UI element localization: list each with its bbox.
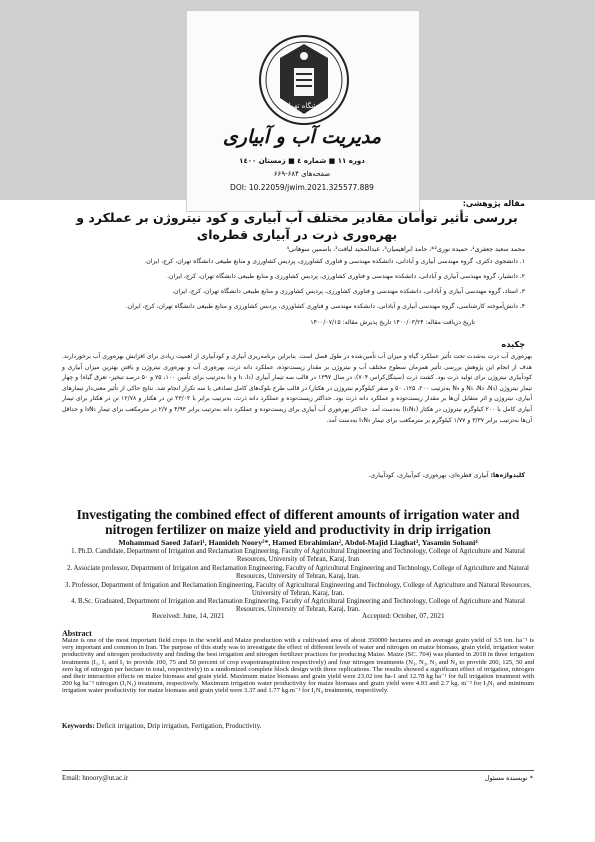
persian-authors: محمد سعید جعفری¹، حمیده نوری²*، حامد ابراهیمیان³، عبدالمجید لیاقت³، یاسمین سوهانی⁴ xyxy=(286,246,525,253)
english-abstract: Maize is one of the most important field crops in the world and Maize production with a cultivated area of about 350000 hectares and an average grain yield of 3.5 ton. ha⁻¹ is very important and common in Iran. The purpose of this study was to investigate the effect of different levels of water and nitrogen on maize biomass, grain yield, irrigation water productivity and nitrogen productivity and finding the best irrigation and nitrogen fertilizer practices for producing Maize. Maize (SC. 704) was planted in 2018 in three irrigation treatments (I₁, I₂ and I₃ to provide 100, 75 and 50 percent of crop evapotranspiration respectively) and four nitrogen treatments (N₁, N₂, N₃ and N₄ to provide 200, 125, 50 and zero kg of nitrogen per hectare in total, respectively) in a randomized complete block design with three replications. The results showed a significant effect of irrigation, nitrogen and their interaction effects on maize biomass and grain yield. Maximum maize biomass and grain yield were 23.02 ton ha-1 and 12.78 kg ha⁻¹ for full irrigation treatment with 200 kg ha⁻¹ nitrogen (I₁N₁) treatment, respectively. Maximum irrigation water productivity for maize biomass and grain yield were 4.93 and 2.7 kg. m⁻³ for I₃N₁ and minimum irrigation water productivity for maize biomass and grain yield were 3.37 and 1.77 kg.m⁻³ for I₁N₄ treatments, respectively. xyxy=(62,637,534,695)
university-logo-icon xyxy=(256,34,352,126)
persian-abstract: بهره‌وری آب ذرت به‌شدت تحت تأثیر عملکرد گیاه و میزان آب تأمین‌شده در طول فصل است. بنابراین برنامه‌ریزی آبیاری و کودآبیاری از اهمیت زیادی برای افزایش بهره‌وری آب برخوردارند. هدف از انجام این پژوهش بررسی تأثیر همزمان سطوح مختلف آب و نیتروژن بر مقدار زیست‌توده، عملکرد دانه ذرت، بهره‌وری آب و بهره‌وری نیتروژن و یافتن بهترین میزان آبیاری و کودآبیاری نیتروژن برای تولید ذرت بود. کشت ذرت (سینگل‌کراس ۷۰۴)، در سال ۱۳۹۷ در قالب سه تیمار آبیاری (I₁ ،I₂ و I₃ به‌ترتیب برای تأمین ۱۰۰، ۷۵ و ۵۰ درصد تبخیر- تعرق گیاه) و چهار تیمار نیتروژن (N₁ ،N₂ ،N₃ و N₄ به‌ترتیب ۲۰۰، ۱۲۵، ۵۰ و صفر کیلوگرم نیتروژن در هکتار) در قالب طرح بلوک‌های کامل تصادفی با سه تکرار انجام شد. نتایج حاکی از تأثیر معنی‌دار تیمارهای آبیاری، نیتروژن و اثر متقابل آن‌ها بر مقدار زیست‌توده و عملکرد دانه ذرت بود. حداکثر زیست‌توده و عملکرد دانه ذرت، به‌ترتیب برابر با ۲۳/۰۲ تن در هکتار و ۱۲/۷۸ تن در هکتار برای تیمار آبیاری کامل با ۲۰۰ کیلوگرم نیتروژن در هکتار (I₁N₁) به‌دست آمد. حداکثر بهره‌وری آب آبیاری برای زیست‌توده و عملکرد دانه به‌ترتیب برابر ۴/۹۳ و ۲/۷ در مترمکعب برای تیمار I₃N₁ و حداقل آن‌ها به‌ترتیب برابر ۳/۳۷ و ۱/۷۷ کیلوگرم بر مترمکعب برای تیمار I₁N₄ به‌دست آمد. xyxy=(62,353,533,424)
persian-keywords-label: کلیدواژه‌ها: xyxy=(490,472,525,479)
persian-title: بررسی تأثیر توأمان مقادیر مختلف آب آبیاری و کود نیتروژن بر عملکرد و بهره‌وری ذرت در آبیاری قطره‌ای xyxy=(76,210,518,242)
english-affiliation xyxy=(62,548,534,564)
issue-line: دوره ۱۱ ■ شماره ٤ ■ زمستان ۱٤۰۰ xyxy=(239,157,365,165)
persian-affiliation: ۱. دانشجوی دکتری، گروه مهندسی آبیاری و آبادانی، دانشکده مهندسی و فناوری کشاورزی، پردیس کشاورزی و منابع طبیعی دانشگاه تهران، کرج، ایران. xyxy=(144,258,525,265)
journal-name: مدیریت آب و آبیاری xyxy=(222,126,382,148)
english-affiliation xyxy=(62,565,534,581)
affiliation-number: 4 xyxy=(71,598,75,605)
affiliation-text: . B.Sc. Graduated, Department of Irrigation and Reclamation Engineering, Faculty of Agricultural Engineering and Technology, College of Agriculture and Natural Resources, University of Tehran, Karaj, Iran. xyxy=(74,598,525,614)
affiliation-text: . Associate professor, Department of Irrigation and Reclamation Engineering, Faculty of Agricultural Engineering and Technology, College of Agriculture and Natural Resources, University of Tehran, Karaj, Iran. xyxy=(70,565,529,581)
persian-keywords-text: آبیاری قطره‌ای، بهره‌وری، کم‌آبیاری، کودآبیاری. xyxy=(368,472,489,479)
affiliation-text: . Professor, Department of Irrigation and Reclamation Engineering, Faculty of Agricultural Engineering and Technology, College of Agriculture and Natural Resources, University of Tehran, Karaj, Iran. xyxy=(68,582,531,598)
logo-text: دانشگاه تهران xyxy=(283,102,325,110)
english-keywords xyxy=(62,722,261,730)
english-affiliation xyxy=(62,582,534,598)
corresponding-author-note: * نویسنده مسئول xyxy=(484,774,533,782)
affiliation-number: 3 xyxy=(65,582,69,589)
affiliation-text: . Ph.D. Candidate, Department of Irrigation and Reclamation Engineering, Faculty of Agricultural Engineering and Technology, College of Agriculture and Natural Resources, University of Tehran, Karaj, Iran xyxy=(74,548,525,564)
persian-abstract-heading: چکیده xyxy=(501,339,525,349)
english-authors: Mohammad Saeed Jafari¹, Hamideh Noory²*, Hamed Ebrahimian², Abdol-Majid Liaghat³, Yasamin Sohani⁴ xyxy=(118,538,478,547)
persian-affiliation: ۲. دانشیار، گروه مهندسی آبیاری و آبادانی، دانشکده مهندسی و فناوری کشاورزی، پردیس کشاورزی و منابع طبیعی دانشگاه تهران، کرج، ایران. xyxy=(167,273,525,280)
corresponding-email[interactable]: Email: hnoory@ut.ac.ir xyxy=(62,774,129,782)
pages-line: صفحه‌های ۶۸۴-۶۶۹ xyxy=(273,170,331,178)
logo-year: ۱۳۱۳ xyxy=(298,60,310,66)
persian-keywords xyxy=(368,472,525,479)
article-type: مقاله پژوهشی: xyxy=(462,199,525,208)
persian-affiliation: ۳. استاد، گروه مهندسی آبیاری و آبادانی، دانشکده مهندسی و فناوری کشاورزی، پردیس کشاورزی و منابع طبیعی دانشگاه تهران، کرج، ایران. xyxy=(172,288,525,295)
persian-affiliation: ۴. دانش‌آموخته کارشناسی، گروه مهندسی آبیاری و آبادانی، دانشکده مهندسی و فناوری کشاورزی، پردیس کشاورزی و منابع طبیعی دانشگاه تهران، کرج، ایران. xyxy=(125,303,525,310)
affiliation-number: 1 xyxy=(71,548,75,555)
received-date: Received: June, 14, 2021 xyxy=(152,612,225,620)
english-title: Investigating the combined effect of different amounts of irrigation water and nitrogen fertilizer on maize yield and productivity in drip irrigation xyxy=(76,507,520,537)
english-keywords-text: Deficit irrigation, Drip irrigation, Fertigation, Productivity. xyxy=(94,722,262,730)
persian-dates: تاریخ دریافت مقاله: ۱۴۰۰/۰۳/۲۴ تاریخ پذیرش مقاله: ۱۴۰۰/۰۷/۱۵ xyxy=(310,319,475,326)
accepted-date: Accepted: October, 07, 2021 xyxy=(362,612,445,620)
english-affiliation xyxy=(62,598,534,614)
english-keywords-label: Keywords: xyxy=(62,722,95,730)
footer-divider xyxy=(62,770,534,771)
english-abstract-heading: Abstract xyxy=(62,629,92,638)
affiliation-number: 2 xyxy=(67,565,71,572)
doi-link[interactable]: DOI: 10.22059/jwim.2021.325577.889 xyxy=(230,183,374,192)
